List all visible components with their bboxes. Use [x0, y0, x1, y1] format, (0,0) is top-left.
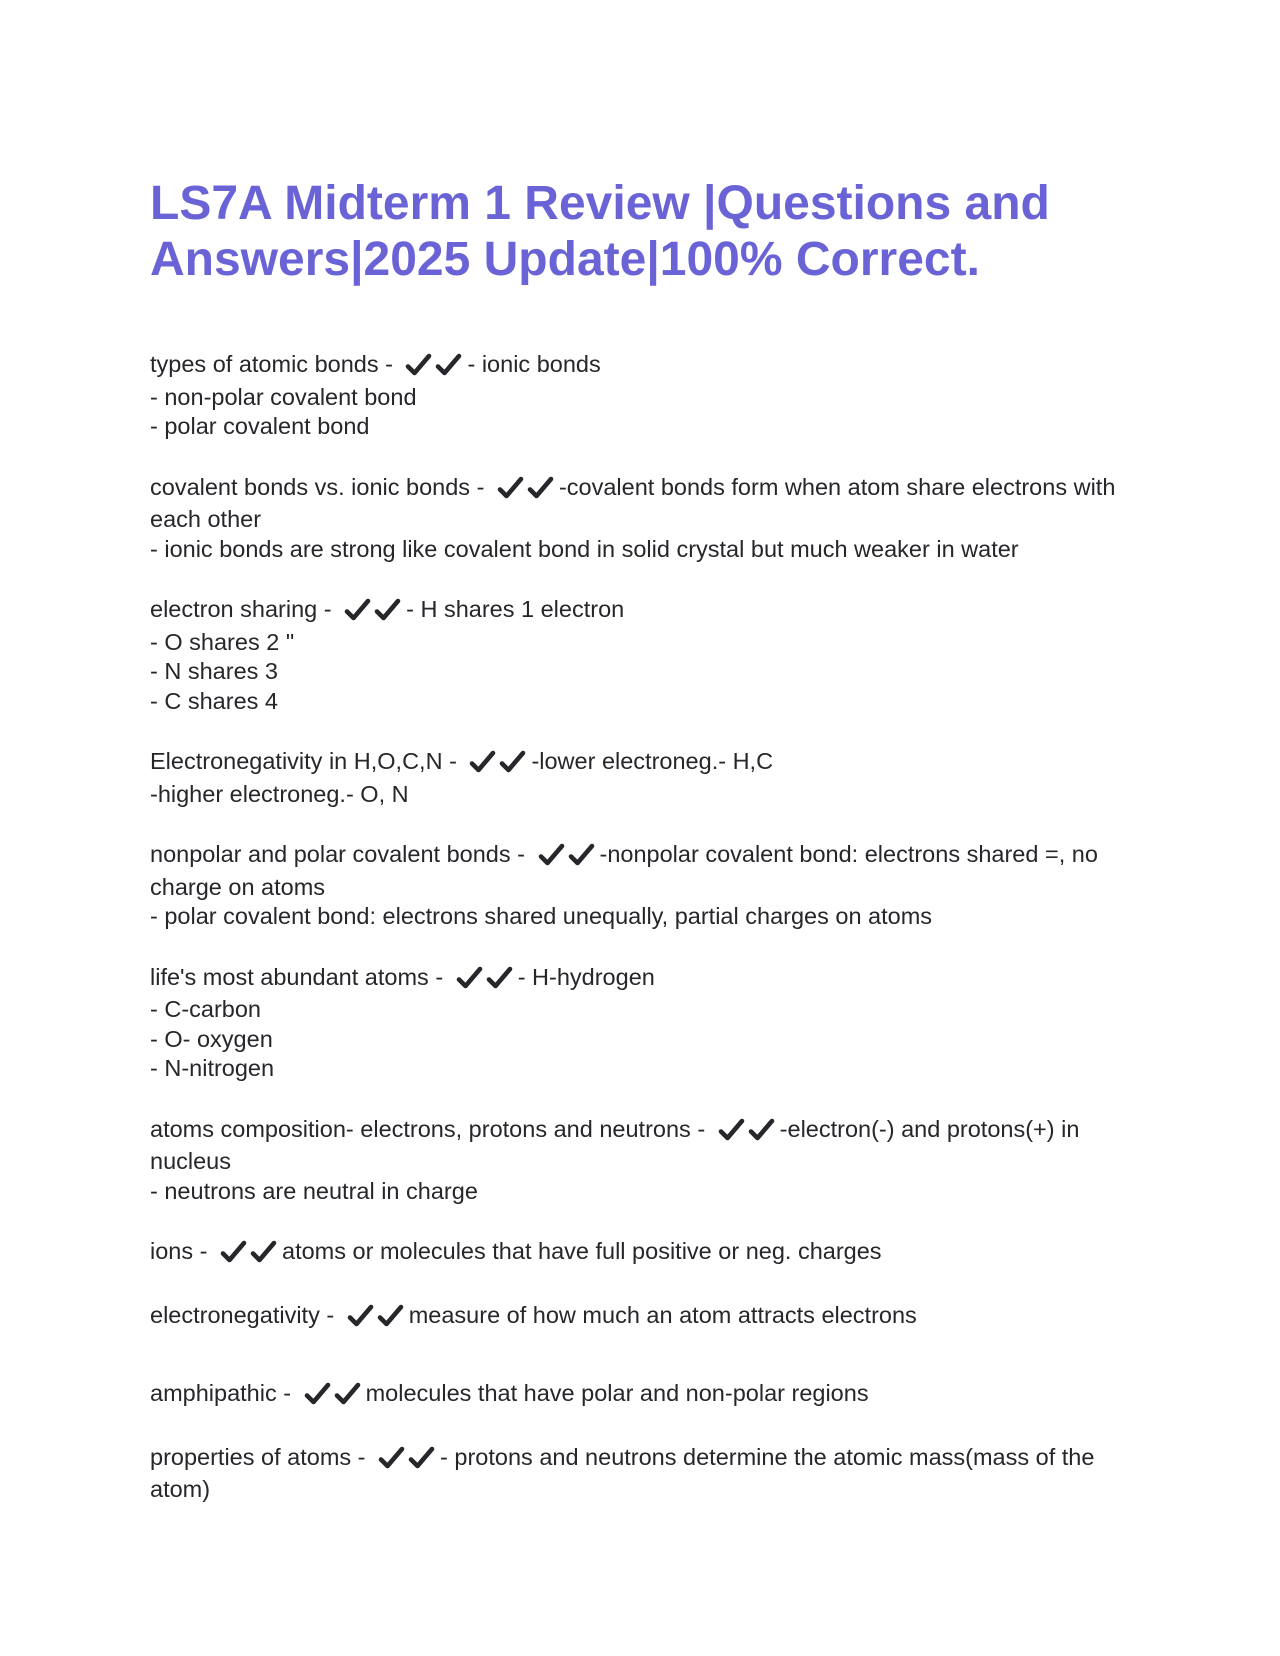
check-icons	[378, 1446, 438, 1476]
check-icon	[499, 750, 529, 774]
qa-answer-line: - ionic bonds are strong like covalent bond in solid crystal but much weaker in water	[150, 535, 1019, 562]
qa-term: covalent bonds vs. ionic bonds -	[150, 473, 491, 500]
check-icon	[469, 750, 499, 774]
qa-entry	[150, 1237, 1140, 1270]
qa-list	[150, 350, 1140, 1505]
qa-term: types of atomic bonds -	[150, 351, 400, 377]
check-icon	[538, 843, 568, 867]
qa-answer: - H-hydrogen	[517, 963, 655, 990]
check-icon	[250, 1240, 280, 1264]
qa-term: Electronegativity in H,O,C,N -	[150, 748, 464, 774]
qa-term: life's most abundant atoms -	[150, 963, 450, 990]
check-icons	[538, 843, 598, 873]
qa-answer: -nonpolar covalent bond: electrons shared =, no charge on atoms	[150, 841, 1105, 900]
document-title: LS7A Midterm 1 Review |Questions and Answers|2025 Update|100% Correct.	[150, 177, 1050, 286]
qa-term: properties of atoms -	[150, 1443, 373, 1470]
check-icon	[456, 966, 486, 990]
qa-term: electron sharing -	[150, 596, 339, 622]
check-icon	[220, 1240, 250, 1264]
qa-first-line	[150, 840, 1140, 902]
check-icons	[220, 1240, 280, 1270]
qa-entry	[150, 1301, 1140, 1334]
check-icons	[304, 1382, 364, 1412]
qa-answer-line: - N shares 3	[150, 658, 278, 684]
check-icon	[497, 476, 527, 500]
qa-answer: molecules that have polar and non-polar regions	[365, 1380, 869, 1406]
check-icon	[374, 598, 404, 622]
document-page	[150, 176, 1140, 1536]
qa-answer-line: - O- oxygen	[150, 1025, 273, 1052]
qa-answer: measure of how much an atom attracts electrons	[408, 1301, 917, 1328]
qa-first-line	[150, 1379, 1140, 1412]
qa-term: nonpolar and polar covalent bonds -	[150, 841, 532, 867]
qa-term: amphipathic -	[150, 1380, 298, 1406]
qa-entry	[150, 963, 1140, 1084]
check-icons	[497, 476, 557, 506]
qa-first-line	[150, 747, 1140, 780]
qa-entry	[150, 350, 1140, 442]
qa-answer-line: - neutrons are neutral in charge	[150, 1177, 478, 1204]
qa-term: ions -	[150, 1238, 214, 1264]
qa-answer: - ionic bonds	[467, 351, 601, 377]
check-icon	[408, 1446, 438, 1470]
check-icons	[347, 1304, 407, 1334]
check-icons	[456, 966, 516, 996]
qa-term: atoms composition- electrons, protons and neutrons -	[150, 1115, 712, 1142]
qa-first-line	[150, 963, 1140, 996]
check-icon	[435, 353, 465, 377]
qa-answer: - protons and neutrons determine the atomic mass(mass of the atom)	[150, 1443, 1101, 1502]
qa-first-line	[150, 1443, 1140, 1505]
qa-answer-line: - O shares 2 "	[150, 628, 295, 655]
qa-answer: -covalent bonds form when atom share electrons with each other	[150, 473, 1122, 532]
qa-entry	[150, 473, 1140, 565]
qa-term: electronegativity -	[150, 1301, 341, 1328]
qa-entry	[150, 1443, 1140, 1505]
qa-entry	[150, 840, 1140, 932]
qa-answer: -lower electroneg.- H,C	[531, 748, 774, 774]
check-icon	[344, 598, 374, 622]
check-icons	[469, 750, 529, 780]
check-icon	[377, 1304, 407, 1328]
qa-entry	[150, 747, 1140, 809]
qa-answer-line: -higher electroneg.- O, N	[150, 780, 409, 807]
check-icon	[378, 1446, 408, 1470]
check-icons	[718, 1118, 778, 1148]
check-icons	[344, 598, 404, 628]
qa-answer-line: - N-nitrogen	[150, 1055, 275, 1081]
qa-answer-line: - C shares 4	[150, 687, 278, 714]
qa-first-line	[150, 350, 1140, 383]
qa-answer: atoms or molecules that have full positive or neg. charges	[282, 1238, 882, 1264]
qa-answer: -electron(-) and protons(+) in nucleus	[150, 1115, 1086, 1174]
qa-first-line	[150, 1301, 1140, 1334]
check-icon	[405, 353, 435, 377]
qa-answer-line: - non-polar covalent bond	[150, 383, 417, 410]
qa-answer-line: - polar covalent bond: electrons shared unequally, partial charges on atoms	[150, 903, 933, 929]
check-icon	[334, 1382, 364, 1406]
qa-answer: - H shares 1 electron	[406, 596, 625, 622]
qa-entry	[150, 595, 1140, 716]
qa-first-line	[150, 595, 1140, 628]
qa-answer-line: - polar covalent bond	[150, 413, 370, 439]
check-icon	[304, 1382, 334, 1406]
check-icon	[748, 1118, 778, 1142]
check-icon	[568, 843, 598, 867]
check-icon	[527, 476, 557, 500]
check-icon	[718, 1118, 748, 1142]
qa-entry	[150, 1115, 1140, 1207]
check-icon	[347, 1304, 377, 1328]
qa-first-line	[150, 1237, 1140, 1270]
qa-entry	[150, 1379, 1140, 1412]
check-icon	[486, 966, 516, 990]
check-icons	[405, 353, 465, 383]
qa-first-line	[150, 473, 1140, 535]
qa-first-line	[150, 1115, 1140, 1177]
qa-answer-line: - C-carbon	[150, 996, 262, 1022]
